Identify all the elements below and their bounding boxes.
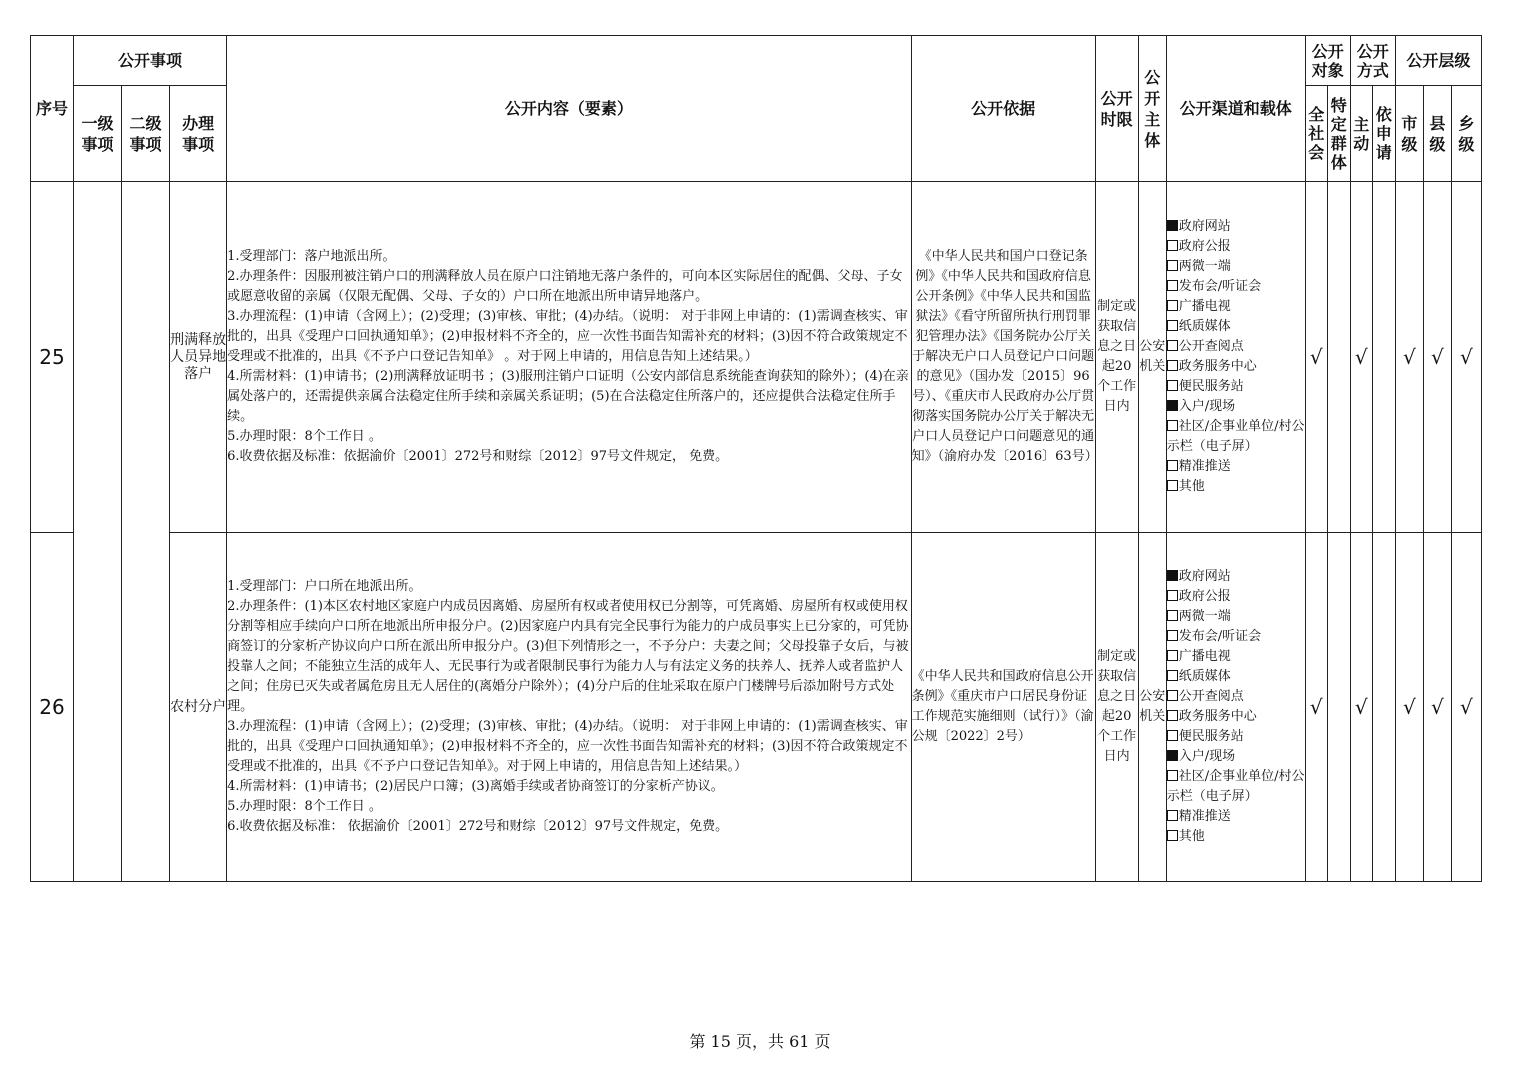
header-level-county: 县级 <box>1423 86 1451 182</box>
channel-item: 政府网站 <box>1167 217 1305 237</box>
checkbox-empty-icon <box>1167 480 1178 491</box>
checkbox-checked-icon <box>1167 220 1178 231</box>
method-apply-mark <box>1372 182 1395 533</box>
checkbox-empty-icon <box>1167 710 1178 721</box>
checkbox-empty-icon <box>1167 830 1178 841</box>
method-apply-mark <box>1372 533 1395 882</box>
table-row <box>31 182 1482 533</box>
channels-cell <box>1166 182 1305 533</box>
channels-cell <box>1166 533 1305 882</box>
subject-cell: 公安机关 <box>1138 182 1166 533</box>
page-footer: 第 15 页，共 61 页 <box>689 1032 831 1051</box>
checkbox-empty-icon <box>1167 770 1178 781</box>
header-method-apply: 依申请 <box>1372 86 1395 182</box>
header-method: 公开方式 <box>1350 36 1395 86</box>
content-line: 3.办理流程：(1)申请（含网上）；(2)受理；(3)审核、审批；(4)办结。（说明： 对于非网上申请的：(1)需调查核实、审批的，出具《受理户口回执通知单》；(2)申报材料不齐全的，应一次性书面告知需补充的材料；(3)因不符合政策规定不受理或不批准的，出具《不予户口登记告知单》 。对于网上申请的，用信息告知上述结果。） <box>227 309 908 364</box>
channel-item: 发布会/听证会 <box>1167 277 1305 297</box>
channel-item: 社区/企事业单位/村公示栏（电子屏） <box>1166 419 1305 454</box>
header-target: 公开对象 <box>1305 36 1350 86</box>
level-county-mark: √ <box>1423 182 1451 533</box>
channel-item: 入户/现场 <box>1167 747 1305 767</box>
header-level-town: 乡级 <box>1451 86 1481 182</box>
checkbox-checked-icon <box>1167 400 1178 411</box>
row-seq: 26 <box>31 533 74 882</box>
content-line: 3.办理流程：(1)申请（含网上）；(2)受理；(3)审核、审批；(4)办结。（说明： 对于非网上申请的：(1)需调查核实、审批的，出具《受理户口回执通知单》；(2)申报材料不齐全的，应一次性书面告知需补充的材料；(3)因不符合政策规定不受理或不批准的，出具《不予户口登记告知单》。对于网上申请的，用信息告知上述结果。） <box>227 719 908 774</box>
channel-item: 其他 <box>1167 477 1305 497</box>
header-target-specific: 特定群体 <box>1327 86 1350 182</box>
header-channels: 公开渠道和载体 <box>1166 36 1305 182</box>
method-active-mark: √ <box>1350 182 1372 533</box>
content-line: 6.收费依据及标准：依据渝价〔2001〕272号和财综〔2012〕97号文件规定， 免费。 <box>227 449 729 464</box>
handle-item: 农村分户 <box>170 533 227 882</box>
checkbox-empty-icon <box>1167 670 1178 681</box>
target-all-mark: √ <box>1305 182 1327 533</box>
channel-item: 便民服务站 <box>1167 727 1305 747</box>
checkbox-empty-icon <box>1167 280 1178 291</box>
channel-item: 政府网站 <box>1167 567 1305 587</box>
content-line: 2.办理条件：(1)本区农村地区家庭户内成员因离婚、房屋所有权或者使用权已分割等，可凭离婚、房屋所有权或使用权分割等相应手续向户口所在地派出所申报分户。(2)因家庭户内具有完全民事行为能力的户成员事实上已分家的，可凭协商签订的分家析产协议向户口所在派出所申报分户。(3)但下列情形之一，不予分户：夫妻之间；父母投靠子女后，与被投靠人之间；不能独立生活的成年人、无民事行为或者限制民事行为能力人与有法定义务的扶养人、抚养人或者监护人之间；住房已灭失或者属危房且无人居住的(离婚分户除外）；(4)分户后的住址采取在原户门楼牌号后添加附号方式处理。 <box>227 599 909 714</box>
header-method-active: 主动 <box>1350 86 1372 182</box>
content-line: 4.所需材料：(1)申请书；(2)居民户口簿；(3)离婚手续或者协商签订的分家析产协议。 <box>227 779 724 794</box>
header-time-limit: 公开时限 <box>1095 36 1138 182</box>
channel-item: 公开查阅点 <box>1167 337 1305 357</box>
level1-cell <box>74 182 122 882</box>
header-subject: 公开主体 <box>1138 36 1166 182</box>
target-all-mark: √ <box>1305 533 1327 882</box>
channel-item: 公开查阅点 <box>1167 687 1305 707</box>
header-handle-item: 办理事项 <box>170 86 227 182</box>
channel-item: 政府公报 <box>1167 237 1305 257</box>
channel-item: 其他 <box>1167 827 1305 847</box>
checkbox-empty-icon <box>1167 590 1178 601</box>
content-line: 5.办理时限：8个工作日 。 <box>227 799 382 814</box>
level-city-mark: √ <box>1395 533 1423 882</box>
checkbox-checked-icon <box>1167 570 1178 581</box>
checkbox-empty-icon <box>1167 810 1178 821</box>
channel-item: 精准推送 <box>1167 807 1305 827</box>
channel-item: 政务服务中心 <box>1167 357 1305 377</box>
channel-item: 广播电视 <box>1167 297 1305 317</box>
channel-item: 发布会/听证会 <box>1167 627 1305 647</box>
content-line: 4.所需材料：(1)申请书；(2)刑满释放证明书 ；(3)服刑注销户口证明（公安内部信息系统能查询获知的除外）；(4)在亲属处落户的，还需提供亲属合法稳定住所手续和亲属关系证明；(5)在合法稳定住所落户的，还应提供合法稳定住所手续。 <box>227 369 909 424</box>
checkbox-empty-icon <box>1167 380 1178 391</box>
header-content: 公开内容（要素） <box>227 36 911 182</box>
checkbox-empty-icon <box>1167 460 1178 471</box>
content-line: 1.受理部门：落户地派出所。 <box>227 249 396 264</box>
method-active-mark: √ <box>1350 533 1372 882</box>
channel-item: 精准推送 <box>1167 457 1305 477</box>
header-basis: 公开依据 <box>911 36 1095 182</box>
level-town-mark: √ <box>1451 182 1481 533</box>
disclosure-table <box>30 35 1482 882</box>
channel-item: 政务服务中心 <box>1167 707 1305 727</box>
checkbox-empty-icon <box>1167 320 1178 331</box>
checkbox-empty-icon <box>1167 260 1178 271</box>
basis-cell: 《中华人民共和国户口登记条例》《中华人民共和国政府信息公开条例》《中华人民共和国监狱法》《看守所留所执行刑罚罪犯管理办法》《国务院办公厅关于解决无户口人员登记户口问题的意见》（国办发〔2015〕96号）、《重庆市人民政府办公厅贯彻落实国务院办公厅关于解决无户口人员登记户口问题意见的通知》（渝府办发〔2016〕63号） <box>911 182 1095 533</box>
channel-item: 两微一端 <box>1167 607 1305 627</box>
channel-item: 入户/现场 <box>1167 397 1305 417</box>
content-cell <box>227 182 911 533</box>
content-line: 6.收费依据及标准： 依据渝价〔2001〕272号和财综〔2012〕97号文件规定，免费。 <box>227 819 729 834</box>
checkbox-empty-icon <box>1167 420 1178 431</box>
checkbox-empty-icon <box>1167 650 1178 661</box>
content-cell <box>227 533 911 882</box>
header-seq: 序号 <box>31 36 74 182</box>
subject-cell: 公安机关 <box>1138 533 1166 882</box>
header-level1: 一级事项 <box>74 86 122 182</box>
level-city-mark: √ <box>1395 182 1423 533</box>
channel-item: 广播电视 <box>1167 647 1305 667</box>
header-level2: 二级事项 <box>122 86 170 182</box>
level-county-mark: √ <box>1423 533 1451 882</box>
handle-item: 刑满释放人员异地落户 <box>170 182 227 533</box>
checkbox-empty-icon <box>1167 630 1178 641</box>
header-level-city: 市级 <box>1395 86 1423 182</box>
checkbox-checked-icon <box>1167 750 1178 761</box>
time-limit-cell: 制定或获取信息之日起20个工作日内 <box>1095 533 1138 882</box>
content-line: 5.办理时限：8个工作日 。 <box>227 429 382 444</box>
channel-item: 纸质媒体 <box>1167 317 1305 337</box>
table-row <box>31 533 1482 882</box>
time-limit-cell: 制定或获取信息之日起20个工作日内 <box>1095 182 1138 533</box>
target-specific-mark <box>1327 533 1350 882</box>
checkbox-empty-icon <box>1167 240 1178 251</box>
checkbox-empty-icon <box>1167 690 1178 701</box>
row-seq: 25 <box>31 182 74 533</box>
header-target-all: 全社会 <box>1305 86 1327 182</box>
channel-item: 便民服务站 <box>1167 377 1305 397</box>
channel-item: 社区/企事业单位/村公示栏（电子屏） <box>1166 769 1305 804</box>
level-town-mark: √ <box>1451 533 1481 882</box>
channel-item: 两微一端 <box>1167 257 1305 277</box>
checkbox-empty-icon <box>1167 730 1178 741</box>
content-line: 2.办理条件：因服刑被注销户口的刑满释放人员在原户口注销地无落户条件的，可向本区实际居住的配偶、父母、子女或愿意收留的亲属（仅限无配偶、父母、子女的）户口所在地派出所申请异地落户。 <box>227 269 903 304</box>
content-line: 1.受理部门：户口所在地派出所。 <box>227 579 422 594</box>
checkbox-empty-icon <box>1167 340 1178 351</box>
checkbox-empty-icon <box>1167 610 1178 621</box>
channel-item: 政府公报 <box>1167 587 1305 607</box>
checkbox-empty-icon <box>1167 300 1178 311</box>
header-level: 公开层级 <box>1395 36 1481 86</box>
checkbox-empty-icon <box>1167 360 1178 371</box>
channel-item: 纸质媒体 <box>1167 667 1305 687</box>
basis-cell: 《中华人民共和国政府信息公开条例》《重庆市户口居民身份证工作规范实施细则（试行）》（渝公规〔2022〕2号） <box>911 533 1095 882</box>
level2-cell <box>122 182 170 882</box>
target-specific-mark <box>1327 182 1350 533</box>
header-public-item: 公开事项 <box>74 36 227 86</box>
